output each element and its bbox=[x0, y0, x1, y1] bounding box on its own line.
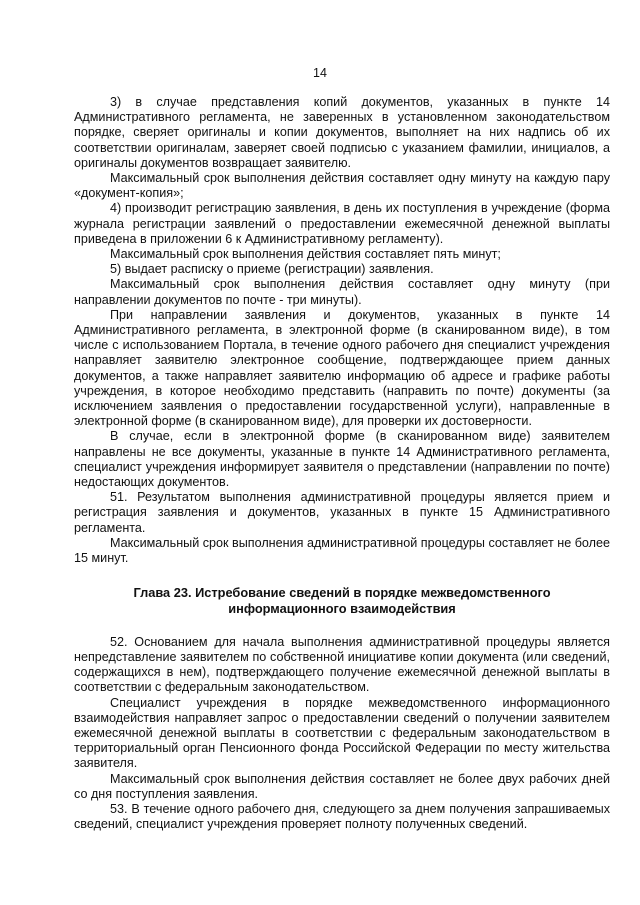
paragraph: Максимальный срок выполнения действия составляет одну минуту на каждую пару «документ-копия»; bbox=[74, 171, 610, 201]
paragraph: 3) в случае представления копий документов, указанных в пункте 14 Административного регламента, не заверенных в установленном законодательством порядке, сверяет оригиналы и копии документов, выполняет на них надпись об их соответствии оригиналам, заверяет своей подписью с указанием фамилии, инициалов, а оригиналы документов возвращает заявителю. bbox=[74, 95, 610, 170]
paragraph: 5) выдает расписку о приеме (регистрации) заявления. bbox=[110, 262, 434, 277]
paragraph: Максимальный срок выполнения действия составляет одну минуту (при направлении документов по почте - три минуты). bbox=[74, 277, 610, 307]
section-after bbox=[74, 635, 610, 833]
paragraph: Специалист учреждения в порядке межведомственного информационного взаимодействия направляет запрос о предоставлении сведений о получении заявителем ежемесячной денежной выплаты в соответствии с федеральным законодательством в территориальный орган Пенсионного фонда Российской Федерации по месту жительства заявителя. bbox=[74, 695, 610, 771]
document-body bbox=[74, 95, 610, 832]
paragraph: Максимальный срок выполнения административной процедуры составляет не более 15 минут. bbox=[74, 535, 610, 566]
paragraph: Максимальный срок выполнения действия составляет пять минут; bbox=[110, 247, 501, 262]
page-number: 14 bbox=[313, 66, 327, 80]
paragraph: В случае, если в электронной форме (в сканированном виде) заявителем направлены не все документы, указанные в пункте 14 Административного регламента, специалист учреждения информирует заявителя о представлении (направлении по почте) недостающих документов. bbox=[74, 429, 610, 490]
chapter-heading: Глава 23. Истребование сведений в порядке межведомственного информационного взаимодействия bbox=[133, 585, 551, 616]
paragraph: 4) производит регистрацию заявления, в день их поступления в учреждение (форма журнала регистрации заявлений о предоставлении ежемесячной денежной выплаты приведена в приложении 6 к Административному регламенту). bbox=[74, 201, 610, 246]
paragraph: 53. В течение одного рабочего дня, следующего за днем получения запрашиваемых сведений, специалист учреждения проверяет полноту полученных сведений. bbox=[74, 801, 610, 832]
paragraph: Максимальный срок выполнения действия составляет не более двух рабочих дней со дня поступления заявления. bbox=[74, 771, 610, 801]
paragraph: 52. Основанием для начала выполнения административной процедуры является непредставление заявителем по собственной инициативе копии документа (или сведений, содержащихся в нем), подтверждающего получение ежемесячной денежной выплаты в соответствии с федеральным законодательством. bbox=[74, 634, 610, 695]
paragraph: 51. Результатом выполнения административной процедуры является прием и регистрация заявления и документов, указанных в пункте 15 Административного регламента. bbox=[74, 490, 610, 535]
section-before bbox=[74, 95, 610, 566]
paragraph: При направлении заявления и документов, указанных в пункте 14 Административного регламента, в электронной форме (в сканированном виде), в том числе с использованием Портала, в течение одного рабочего дня специалист учреждения направляет заявителю электронное сообщение, подтверждающее прием данных документов, а также направляет заявителю информацию об адресе и графике работы учреждения, в которое необходимо представить (направить по почте) документы (за исключением заявления о предоставлении государственной услуги), направленные в электронной форме (в сканированном виде), для проверки их достоверности. bbox=[74, 307, 610, 429]
